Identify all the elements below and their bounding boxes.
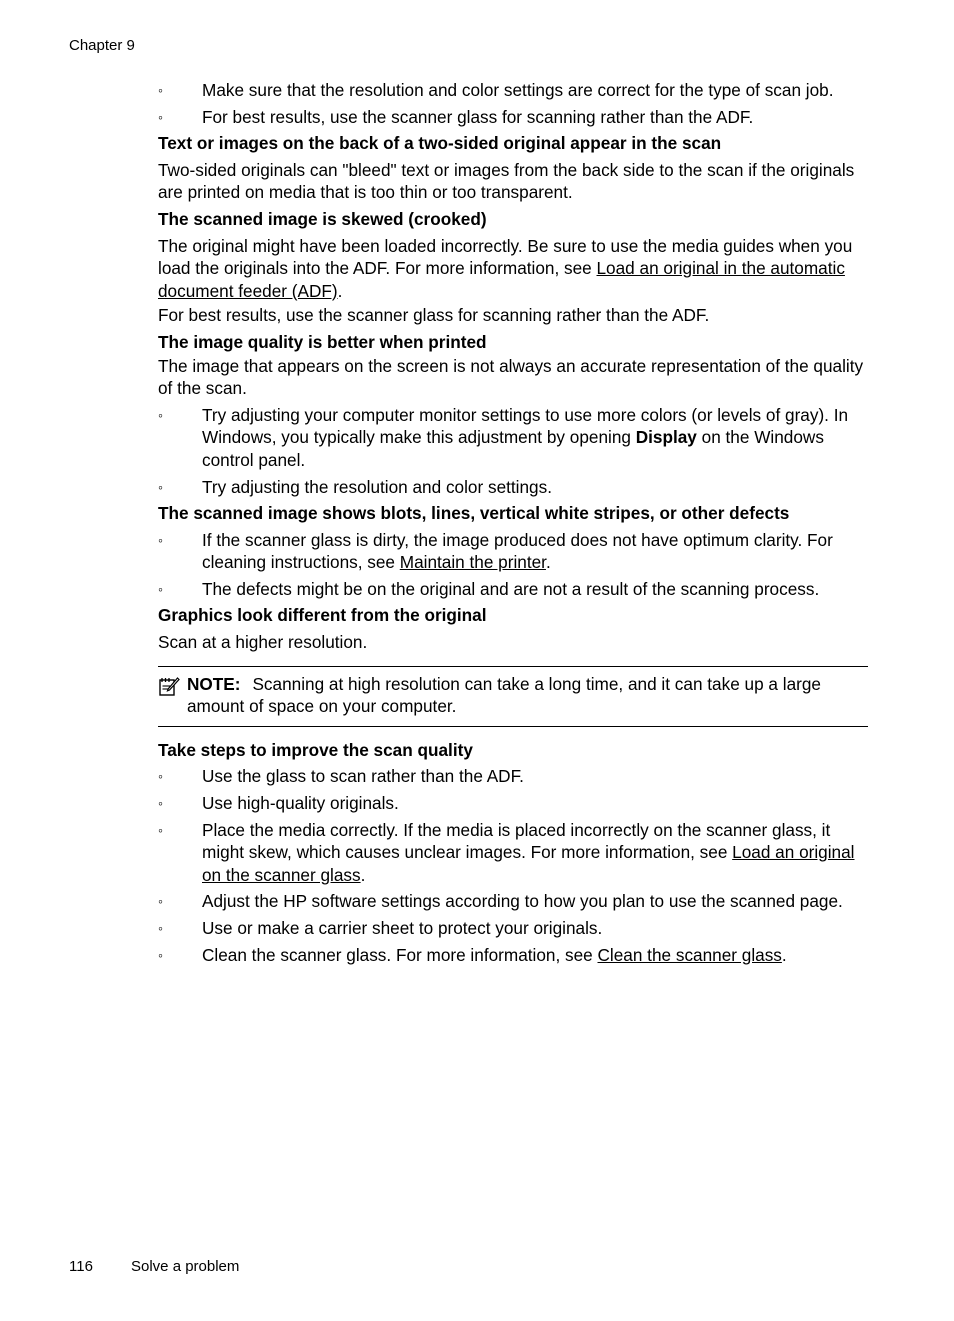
section-heading-skew: The scanned image is skewed (crooked) — [158, 208, 487, 229]
link-clean-scanner-glass[interactable]: Clean the scanner glass — [597, 944, 782, 965]
list-item: ◦ Use the glass to scan rather than the ADF. — [158, 766, 524, 787]
note-text: Scanning at high resolution can take a long time, and it can take up a large amount of space on your computer. — [187, 673, 821, 717]
bullet-icon: ◦ — [158, 478, 163, 495]
list-item: ◦ Try adjusting your computer monitor settings to use more colors (or levels of gray). In Windows, you typically make this adjustment by opening Display on the Windows control panel. — [158, 404, 849, 470]
bullet-icon: ◦ — [158, 108, 163, 125]
improve-bullet-list — [158, 765, 868, 966]
paragraph: For best results, use the scanner glass for scanning rather than the ADF. — [158, 305, 710, 326]
bullet-icon: ◦ — [158, 795, 163, 812]
list-item: ◦ Try adjusting the resolution and color settings. — [158, 476, 552, 497]
paragraph: Two-sided originals can "bleed" text or images from the back side to the scan if the originals are printed on media that is too thin or too transparent. — [158, 159, 855, 203]
list-item: ◦ Use high-quality originals. — [158, 793, 399, 814]
list-item: ◦ Make sure that the resolution and color settings are correct for the type of scan job. — [158, 80, 834, 100]
bullet-icon: ◦ — [158, 946, 163, 963]
list-item: ◦ The defects might be on the original and are not a result of the scanning process. — [158, 578, 820, 599]
bullet-icon: ◦ — [158, 920, 163, 936]
chapter-header: Chapter 9 — [69, 37, 135, 54]
list-item: ◦ If the scanner glass is dirty, the image produced does not have optimum clarity. For cleaning instructions, see Maintain the printer. — [158, 529, 833, 573]
bullet-icon: ◦ — [158, 768, 163, 785]
bullet-icon: ◦ — [158, 821, 163, 838]
bullet-icon: ◦ — [158, 531, 163, 548]
paragraph: The image that appears on the screen is not always an accurate representation of the quality of the scan. — [158, 355, 864, 399]
bullet-icon: ◦ — [158, 82, 163, 98]
page-number: 116 — [69, 1258, 93, 1275]
list-item: ◦ Clean the scanner glass. For more information, see Clean the scanner glass. — [158, 944, 787, 965]
bullet-icon: ◦ — [158, 580, 163, 597]
link-load-original-glass[interactable]: Load an original on the scanner glass — [202, 842, 855, 885]
list-item: ◦ For best results, use the scanner glass for scanning rather than the ADF. — [158, 106, 754, 127]
page-content — [158, 79, 868, 970]
list-item: ◦ Adjust the HP software settings according to how you plan to use the scanned page. — [158, 891, 843, 912]
section-heading-improve: Take steps to improve the scan quality — [158, 739, 473, 760]
section-heading-defects: The scanned image shows blots, lines, vertical white stripes, or other defects — [158, 503, 790, 524]
section-heading-graphics: Graphics look different from the original — [158, 605, 487, 626]
bullet-icon: ◦ — [158, 406, 163, 423]
paragraph: The original might have been loaded incorrectly. Be sure to use the media guides when you load the originals into the ADF. For more information, see Load an original in the automatic document feeder (ADF). — [158, 235, 853, 301]
list-item: ◦ Use or make a carrier sheet to protect your originals. — [158, 918, 603, 938]
quality-bullet-list — [158, 404, 868, 498]
link-load-original-adf[interactable]: Load an original in the automatic document feeder (ADF) — [158, 258, 845, 301]
intro-bullet-list — [158, 79, 868, 128]
defects-bullet-list — [158, 529, 868, 601]
page-footer — [69, 1258, 239, 1275]
footer-section: Solve a problem — [131, 1258, 240, 1275]
list-item: ◦ Place the media correctly. If the media is placed incorrectly on the scanner glass, it might skew, which causes unclear images. For more information, see Load an original on the scanner glass. — [158, 819, 855, 885]
section-heading-quality: The image quality is better when printed — [158, 331, 487, 352]
bullet-icon: ◦ — [158, 893, 163, 910]
note-icon — [158, 675, 180, 697]
section-heading-bleed: Text or images on the back of a two-sided original appear in the scan — [158, 133, 722, 154]
note-label: NOTE: — [187, 673, 241, 694]
link-maintain-printer[interactable]: Maintain the printer — [399, 552, 546, 573]
paragraph: Scan at a higher resolution. — [158, 632, 368, 653]
note-box — [158, 666, 868, 727]
